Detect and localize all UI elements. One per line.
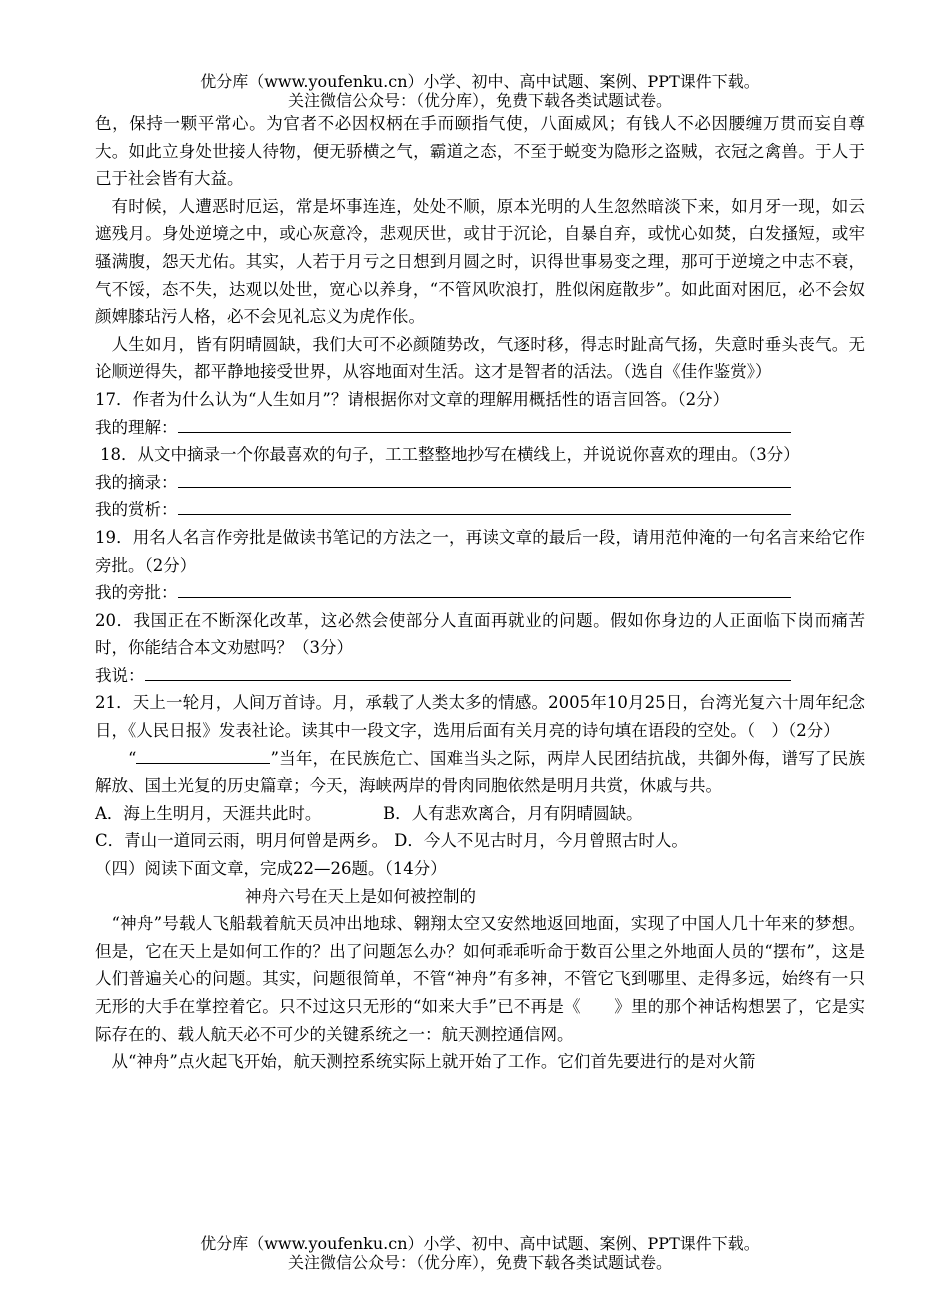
header-line-2: 关注微信公众号：（优分库），免费下载各类试题试卷。 bbox=[287, 91, 672, 110]
question-17: 17．作者为什么认为“人生如月”？请根据你对文章的理解用概括性的语言回答。（2分） bbox=[95, 389, 730, 409]
answer-blank-19[interactable] bbox=[178, 580, 791, 598]
article-paragraph-2: 从“神舟”点火起飞开始，航天测控系统实际上就开始了工作。它们首先要进行的是对火箭 bbox=[111, 1052, 756, 1072]
choice-row-2 bbox=[95, 827, 865, 855]
answer-row-20 bbox=[95, 662, 865, 690]
question-20: 20．我国正在不断深化改革，这必然会使部分人直面再就业的问题。假如你身边的人正面临下岗而痛苦时，你能结合本文劝慰吗？（3分） bbox=[95, 610, 865, 658]
quote-open-mark: “ bbox=[128, 748, 137, 768]
answer-label-18a: 我的摘录： bbox=[95, 472, 178, 492]
answer-blank-18a[interactable] bbox=[178, 470, 791, 488]
passage-paragraph-1: 色，保持一颗平常心。为官者不必因权柄在手而颐指气使，八面威风；有钱人不必因腰缠万贯而妄自尊大。如此立身处世接人待物，便无骄横之气，霸道之态，不至于蜕变为隐形之盗贼，衣冠之禽兽。于人于己于社会皆有大益。 bbox=[95, 114, 865, 189]
answer-label-20: 我说： bbox=[95, 665, 145, 685]
choice-c[interactable]: C．青山一道同云雨，明月何曾是两乡。 bbox=[95, 831, 389, 851]
passage-paragraph-3: 人生如月，皆有阴晴圆缺，我们大可不必颜随势改，气逐时移，得志时趾高气扬，失意时垂头丧气。无论顺逆得失，都平静地接受世界，从容地面对生活。这才是智者的活法。（选自《佳作鉴赏》） bbox=[95, 334, 865, 382]
article-paragraph-1: “神舟”号载人飞船载着航天员冲出地球、翱翔太空又安然地返回地面，实现了中国人几十年来的梦想。但是，它在天上是如何工作的？出了问题怎么办？如何乖乖听命于数百公里之外地面人员的“摆布”，这是人们普遍关心的问题。其实，问题很简单，不管“神舟”有多神，不管它飞到哪里、走得多远，始终有一只无形的大手在掌控着它。只不过这只无形的“如来大手”已不再是《 》里的那个神话构想罢了，它是实际存在的、载人航天必不可少的关键系统之一：航天测控通信网。 bbox=[95, 914, 865, 1044]
passage-paragraph-2: 有时候，人遭恶时厄运，常是坏事连连，处处不顺，原本光明的人生忽然暗淡下来，如月牙一现，如云遮残月。身处逆境之中，或心灰意冷，悲观厌世，或甘于沉论，自暴自弃，或忧心如焚，白发搔短，或牢骚满腹，怨天尤佑。其实，人若于月亏之日想到月圆之时，识得世事易变之理，那可于逆境之中志不衰，气不馁，态不失，达观以处世，宽心以养身，“不管风吹浪打，胜似闲庭散步”。如此面对困厄，必不会奴颜婢膝玷污人格，必不会见礼忘义为虎作伥。 bbox=[95, 196, 865, 327]
answer-row-18b bbox=[95, 496, 865, 524]
page-header bbox=[95, 72, 865, 110]
answer-label-19: 我的旁批： bbox=[95, 583, 178, 603]
article-title: 神舟六号在天上是如何被控制的 bbox=[245, 886, 476, 906]
question-21-passage bbox=[95, 745, 865, 800]
choice-a[interactable]: A．海上生明月，天涯共此时。 bbox=[95, 803, 322, 823]
question-19: 19．用名人名言作旁批是做读书笔记的方法之一，再读文章的最后一段，请用范仲淹的一句名言来给它作旁批。（2分） bbox=[95, 527, 865, 575]
question-21-passage-text: ”当年，在民族危亡、国难当头之际，两岸人民团结抗战，共御外侮，谱写了民族解放、国土光复的历史篇章；今天，海峡两岸的骨肉同胞依然是明月共赏，休戚与共。 bbox=[95, 748, 865, 796]
question-21: 21．天上一轮月，人间万首诗。月，承载了人类太多的情感。2005年10月25日，台湾光复六十周年纪念日，《人民日报》发表社论。读其中一段文字，选用后面有关月亮的诗句填在语段的空处。（ ）（2分） bbox=[95, 693, 865, 741]
answer-row-19 bbox=[95, 579, 865, 607]
page-footer bbox=[95, 1234, 865, 1272]
document-body bbox=[95, 110, 865, 1076]
answer-label-17: 我的理解： bbox=[95, 417, 178, 437]
document-page bbox=[95, 72, 865, 1076]
answer-blank-17[interactable] bbox=[178, 415, 791, 433]
footer-line-1: 优分库（www.youfenku.cn）小学、初中、高中试题、案例、PPT课件下载。 bbox=[200, 1234, 760, 1253]
choice-b[interactable]: B．人有悲欢离合，月有阴晴圆缺。 bbox=[383, 803, 643, 823]
answer-row-17 bbox=[95, 414, 865, 442]
fill-blank-21[interactable] bbox=[136, 746, 270, 764]
section-4-heading: （四）阅读下面文章，完成22—26题。（14分） bbox=[95, 859, 447, 879]
choice-row-1 bbox=[95, 800, 865, 828]
answer-blank-18b[interactable] bbox=[178, 497, 791, 515]
question-18: 18．从文中摘录一个你最喜欢的句子，工工整整地抄写在横线上，并说说你喜欢的理由。（3分） bbox=[100, 445, 800, 465]
answer-row-18a bbox=[95, 469, 865, 497]
footer-line-2: 关注微信公众号：（优分库），免费下载各类试题试卷。 bbox=[287, 1253, 672, 1272]
header-line-1: 优分库（www.youfenku.cn）小学、初中、高中试题、案例、PPT课件下载。 bbox=[200, 72, 760, 91]
answer-blank-20[interactable] bbox=[145, 663, 791, 681]
choice-d[interactable]: D．今人不见古时月，今月曾照古时人。 bbox=[394, 831, 688, 851]
answer-label-18b: 我的赏析： bbox=[95, 500, 178, 520]
